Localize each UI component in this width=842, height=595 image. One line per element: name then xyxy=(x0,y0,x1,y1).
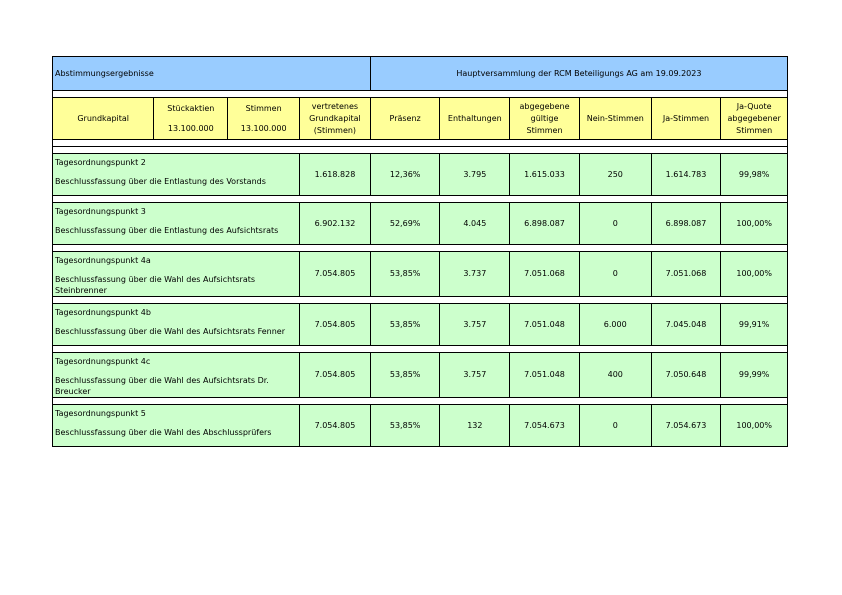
agenda-item-vertreten: 7.054.805 xyxy=(300,252,371,297)
agenda-item-vertreten: 1.618.828 xyxy=(300,154,371,196)
title-row xyxy=(53,57,788,91)
col-quote-line3: Stimmen xyxy=(736,125,773,135)
col-nein-stimmen: Nein-Stimmen xyxy=(579,98,651,140)
col-ja-quote xyxy=(721,98,788,140)
agenda-item-title xyxy=(53,252,300,297)
agenda-item-nein: 0 xyxy=(579,405,651,447)
agenda-item-ja: 7.050.648 xyxy=(651,353,721,398)
agenda-item-row xyxy=(53,252,788,297)
agenda-item-description: Beschlussfassung über die Wahl des Aufsichtsrats Steinbrenner xyxy=(55,275,256,295)
agenda-item-top: Tagesordnungspunkt 3 xyxy=(55,207,146,216)
agenda-item-description: Beschlussfassung über die Entlastung des Aufsichtsrats xyxy=(55,226,279,235)
spacer-row xyxy=(53,346,788,353)
agenda-item-nein: 0 xyxy=(579,203,651,245)
col-gueltige-line1: abgegebene xyxy=(519,101,570,111)
col-gueltige-stimmen xyxy=(510,98,580,140)
agenda-item-nein: 400 xyxy=(579,353,651,398)
agenda-item-description: Beschlussfassung über die Wahl des Aufsichtsrats Dr. Breucker xyxy=(55,376,269,396)
col-quote-line2: abgegebener xyxy=(727,113,781,123)
col-vertretenes-line3: (Stimmen) xyxy=(313,125,357,135)
stueckaktien-cell xyxy=(154,98,228,140)
agenda-item-quote: 99,99% xyxy=(721,353,788,398)
agenda-item-row xyxy=(53,353,788,398)
agenda-item-praesenz: 12,36% xyxy=(370,154,440,196)
results-sheet xyxy=(52,56,788,447)
sheet-title: Abstimmungsergebnisse xyxy=(53,57,371,91)
agenda-item-enthaltungen: 132 xyxy=(440,405,510,447)
agenda-item-title xyxy=(53,353,300,398)
agenda-item-description: Beschlussfassung über die Entlastung des Vorstands xyxy=(55,177,266,186)
stimmen-cell xyxy=(228,98,300,140)
stimmen-value: 13.100.000 xyxy=(240,123,287,133)
col-vertretenes-grundkapital xyxy=(300,98,371,140)
col-quote-line1: Ja-Quote xyxy=(736,101,772,111)
agenda-item-top: Tagesordnungspunkt 4a xyxy=(55,256,151,265)
agenda-item-nein: 250 xyxy=(579,154,651,196)
spacer-row xyxy=(53,196,788,203)
stueckaktien-value: 13.100.000 xyxy=(167,123,214,133)
agenda-item-gueltig: 7.051.048 xyxy=(510,304,580,346)
agenda-item-enthaltungen: 3.737 xyxy=(440,252,510,297)
agenda-item-row xyxy=(53,304,788,346)
agenda-item-description: Beschlussfassung über die Wahl des Abschlussprüfers xyxy=(55,428,272,437)
col-gueltige-line3: Stimmen xyxy=(526,125,563,135)
agenda-items xyxy=(53,154,788,447)
spacer-row xyxy=(53,147,788,154)
agenda-item-praesenz: 53,85% xyxy=(370,252,440,297)
col-ja-stimmen: Ja-Stimmen xyxy=(651,98,721,140)
col-gueltige-line2: gültige xyxy=(530,113,559,123)
col-praesenz: Präsenz xyxy=(370,98,440,140)
spacer-row xyxy=(53,398,788,405)
agenda-item-quote: 100,00% xyxy=(721,203,788,245)
spacer-row xyxy=(53,91,788,98)
agenda-item-title xyxy=(53,154,300,196)
results-table xyxy=(52,56,788,447)
meeting-title: Hauptversammlung der RCM Beteiligungs AG am 19.09.2023 xyxy=(370,57,787,91)
agenda-item-ja: 1.614.783 xyxy=(651,154,721,196)
agenda-item-vertreten: 7.054.805 xyxy=(300,304,371,346)
col-vertretenes-line1: vertretenes xyxy=(311,101,359,111)
grundkapital-label: Grundkapital xyxy=(53,98,154,140)
spacer-row xyxy=(53,245,788,252)
agenda-item-enthaltungen: 3.757 xyxy=(440,304,510,346)
agenda-item-top: Tagesordnungspunkt 2 xyxy=(55,158,146,167)
agenda-item-enthaltungen: 3.757 xyxy=(440,353,510,398)
agenda-item-nein: 0 xyxy=(579,252,651,297)
agenda-item-vertreten: 7.054.805 xyxy=(300,405,371,447)
spacer-row xyxy=(53,140,788,147)
agenda-item-praesenz: 53,85% xyxy=(370,304,440,346)
agenda-item-title xyxy=(53,405,300,447)
agenda-item-vertreten: 7.054.805 xyxy=(300,353,371,398)
col-vertretenes-line2: Grundkapital xyxy=(309,113,361,123)
agenda-item-quote: 99,91% xyxy=(721,304,788,346)
agenda-item-ja: 6.898.087 xyxy=(651,203,721,245)
agenda-item-ja: 7.051.068 xyxy=(651,252,721,297)
agenda-item-ja: 7.054.673 xyxy=(651,405,721,447)
agenda-item-praesenz: 52,69% xyxy=(370,203,440,245)
stueckaktien-label: Stückaktien xyxy=(167,103,215,113)
agenda-item-top: Tagesordnungspunkt 5 xyxy=(55,409,146,418)
agenda-item-gueltig: 7.051.048 xyxy=(510,353,580,398)
agenda-item-title xyxy=(53,203,300,245)
agenda-item-top: Tagesordnungspunkt 4c xyxy=(55,357,151,366)
agenda-item-ja: 7.045.048 xyxy=(651,304,721,346)
spacer-row xyxy=(53,297,788,304)
column-header-row xyxy=(53,98,788,140)
agenda-item-title xyxy=(53,304,300,346)
agenda-item-row xyxy=(53,203,788,245)
agenda-item-praesenz: 53,85% xyxy=(370,405,440,447)
agenda-item-gueltig: 7.051.068 xyxy=(510,252,580,297)
agenda-item-description: Beschlussfassung über die Wahl des Aufsichtsrats Fenner xyxy=(55,327,286,336)
agenda-item-enthaltungen: 3.795 xyxy=(440,154,510,196)
agenda-item-quote: 100,00% xyxy=(721,405,788,447)
agenda-item-quote: 99,98% xyxy=(721,154,788,196)
agenda-item-gueltig: 1.615.033 xyxy=(510,154,580,196)
agenda-item-quote: 100,00% xyxy=(721,252,788,297)
stimmen-label: Stimmen xyxy=(245,103,282,113)
col-enthaltungen: Enthaltungen xyxy=(440,98,510,140)
agenda-item-gueltig: 6.898.087 xyxy=(510,203,580,245)
agenda-item-vertreten: 6.902.132 xyxy=(300,203,371,245)
agenda-item-praesenz: 53,85% xyxy=(370,353,440,398)
agenda-item-gueltig: 7.054.673 xyxy=(510,405,580,447)
agenda-item-top: Tagesordnungspunkt 4b xyxy=(55,308,151,317)
agenda-item-nein: 6.000 xyxy=(579,304,651,346)
agenda-item-row xyxy=(53,154,788,196)
agenda-item-enthaltungen: 4.045 xyxy=(440,203,510,245)
agenda-item-row xyxy=(53,405,788,447)
